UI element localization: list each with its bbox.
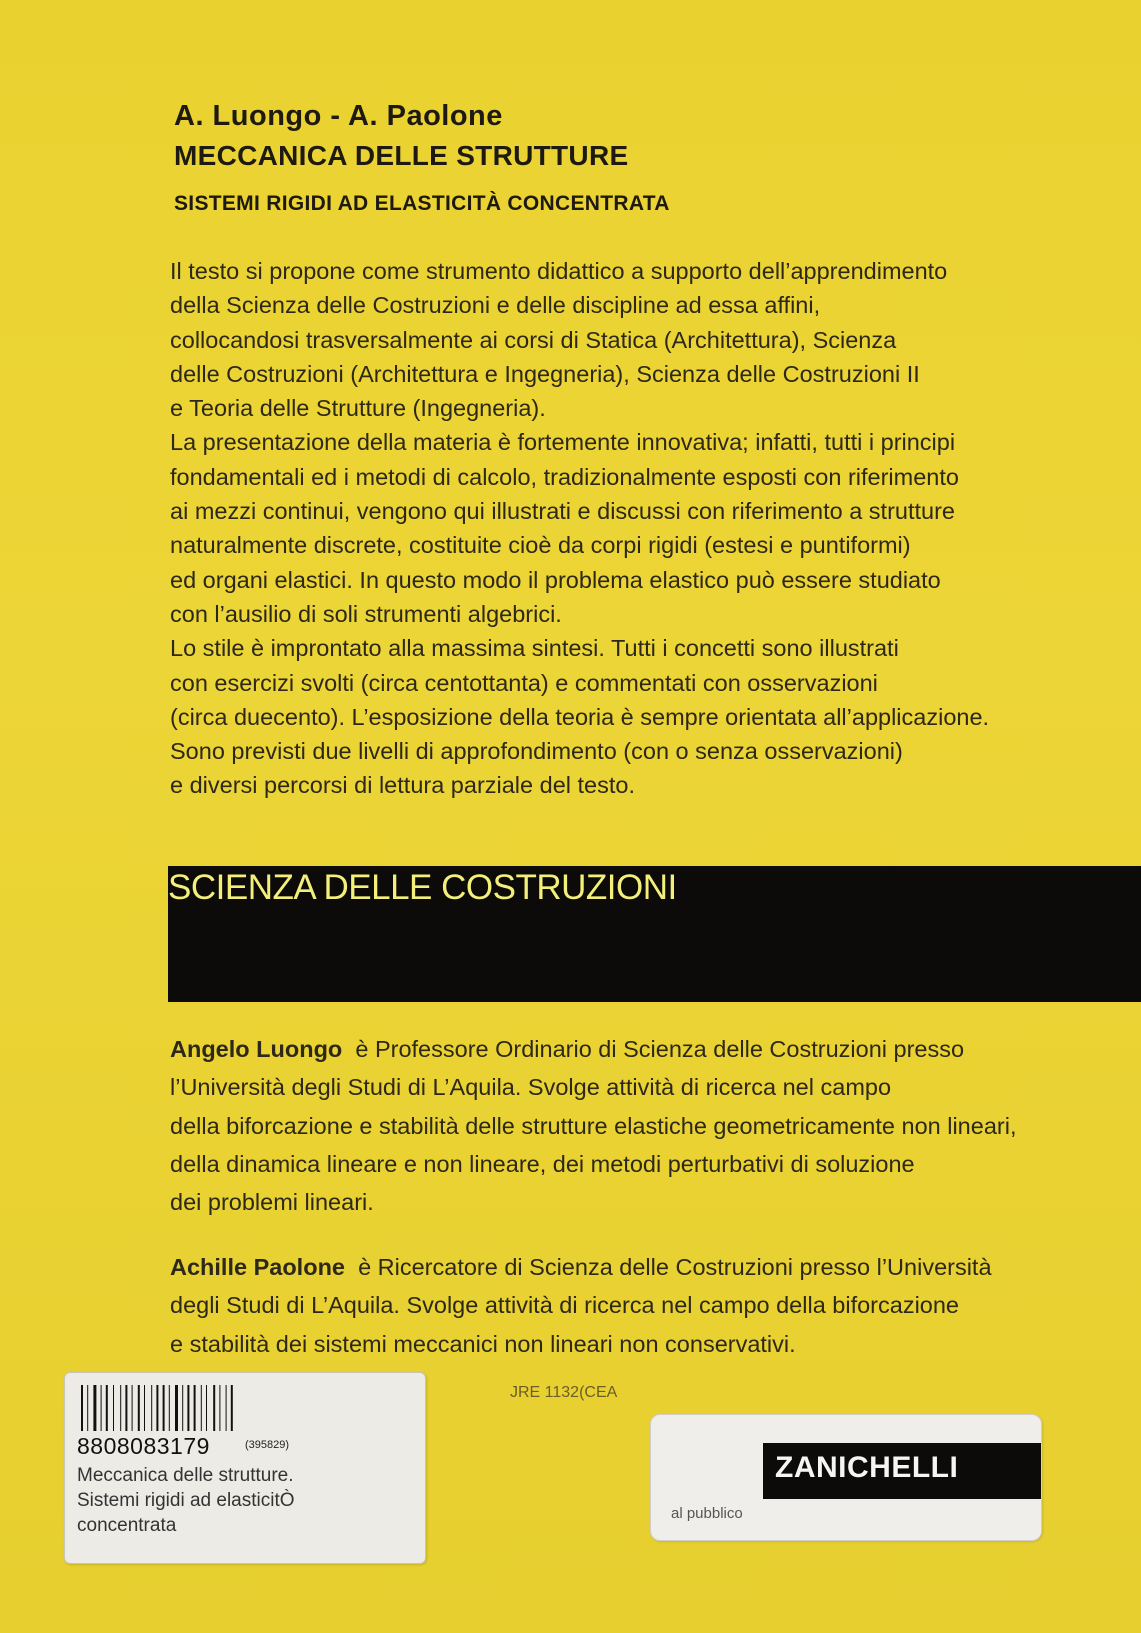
series-label: SCIENZA DELLE COSTRUZIONI bbox=[168, 868, 677, 907]
author-name: Angelo Luongo bbox=[170, 1036, 343, 1062]
description-line: fondamentali ed i metodi di calcolo, tradizionalmente esposti con riferimento bbox=[170, 463, 959, 490]
description-line: e Teoria delle Strutture (Ingegneria). bbox=[170, 395, 546, 422]
tag-note: al pubblico bbox=[671, 1505, 743, 1522]
barcode-bar bbox=[194, 1385, 196, 1431]
barcode-bar bbox=[101, 1385, 102, 1431]
faded-code: JRE 1132(CEA bbox=[510, 1384, 618, 1401]
sticker-title-line: Sistemi rigidi ad elasticitÒ bbox=[77, 1490, 295, 1511]
bio-text: è Ricercatore di Scienza delle Costruzioni presso l’Università bbox=[358, 1254, 992, 1280]
barcode-icon bbox=[79, 1385, 329, 1431]
description-line: con l’ausilio di soli strumenti algebrici. bbox=[170, 600, 562, 627]
bio-first-line bbox=[170, 1248, 1090, 1286]
description-line: collocandosi trasversalmente ai corsi di Statica (Architettura), Scienza bbox=[170, 326, 897, 353]
description-line: delle Costruzioni (Architettura e Ingegneria), Scienza delle Costruzioni II bbox=[170, 360, 920, 387]
author-bio-paolone bbox=[170, 1248, 1090, 1363]
bio-line: e stabilità dei sistemi meccanici non lineari non conservativi. bbox=[170, 1330, 796, 1357]
description-line: e diversi percorsi di lettura parziale del testo. bbox=[170, 772, 635, 799]
barcode-bar bbox=[182, 1385, 183, 1431]
sticker-code: (395829) bbox=[245, 1439, 290, 1451]
barcode-bar bbox=[169, 1385, 170, 1431]
barcode-bar bbox=[125, 1385, 127, 1431]
barcode-bar bbox=[226, 1385, 227, 1431]
book-authors: A. Luongo - A. Paolone bbox=[174, 100, 503, 132]
description-line: (circa duecento). L’esposizione della teoria è sempre orientata all’applicazione. bbox=[170, 703, 990, 730]
description-line: della Scienza delle Costruzioni e delle discipline ad essa affini, bbox=[170, 292, 821, 319]
author-bio-luongo bbox=[170, 1030, 1090, 1221]
bio-text: è Professore Ordinario di Scienza delle Costruzioni presso bbox=[355, 1036, 965, 1062]
sticker-title-line: Meccanica delle strutture. bbox=[77, 1465, 294, 1486]
author-name: Achille Paolone bbox=[170, 1254, 345, 1280]
barcode-bar bbox=[206, 1385, 207, 1431]
barcode-bar bbox=[187, 1385, 189, 1431]
barcode-bar bbox=[132, 1385, 133, 1431]
barcode-bar bbox=[81, 1385, 83, 1431]
book-subtitle: SISTEMI RIGIDI AD ELASTICITÀ CONCENTRATA bbox=[174, 192, 670, 215]
bio-line: dei problemi lineari. bbox=[170, 1189, 374, 1216]
bio-line: della biforcazione e stabilità delle strutture elastiche geometricamente non lineari, bbox=[170, 1112, 1017, 1139]
bio-first-line bbox=[170, 1030, 1090, 1068]
barcode-bar bbox=[138, 1385, 140, 1431]
barcode-bar bbox=[175, 1385, 178, 1431]
book-title: MECCANICA DELLE STRUTTURE bbox=[174, 140, 629, 171]
description-line: con esercizi svolti (circa centottanta) e commentati con osservazioni bbox=[170, 669, 878, 696]
barcode-bar bbox=[106, 1385, 108, 1431]
publisher-tag bbox=[650, 1414, 1042, 1541]
barcode-number: 8808083179 bbox=[77, 1433, 210, 1459]
barcode-bar bbox=[163, 1385, 165, 1431]
sticker-title-line: concentrata bbox=[77, 1515, 177, 1536]
barcode-bar bbox=[93, 1385, 96, 1431]
barcode-bar bbox=[151, 1385, 152, 1431]
bio-line: l’Università degli Studi di L’Aquila. Svolge attività di ricerca nel campo bbox=[170, 1074, 892, 1101]
description-line: La presentazione della materia è fortemente innovativa; infatti, tutti i principi bbox=[170, 429, 956, 456]
description-line: ai mezzi continui, vengono qui illustrati e discussi con riferimento a strutture bbox=[170, 498, 956, 525]
barcode-bar bbox=[144, 1385, 145, 1431]
bio-line: della dinamica lineare e non lineare, dei metodi perturbativi di soluzione bbox=[170, 1150, 915, 1177]
description-line: Sono previsti due livelli di approfondimento (con o senza osservazioni) bbox=[170, 738, 903, 765]
barcode-bar bbox=[113, 1385, 114, 1431]
barcode-bar bbox=[213, 1385, 215, 1431]
book-description bbox=[170, 254, 1090, 803]
description-line: Lo stile è improntato alla massima sintesi. Tutti i concetti sono illustrati bbox=[170, 635, 899, 662]
barcode-bar bbox=[231, 1385, 233, 1431]
barcode-bar bbox=[120, 1385, 121, 1431]
description-line: Il testo si propone come strumento didattico a supporto dell’apprendimento bbox=[170, 258, 948, 284]
barcode-bar bbox=[219, 1385, 220, 1431]
publisher-logo: ZANICHELLI bbox=[775, 1451, 959, 1484]
description-line: ed organi elastici. In questo modo il problema elastico può essere studiato bbox=[170, 566, 941, 593]
description-line: naturalmente discrete, costituite cioè da corpi rigidi (estesi e puntiformi) bbox=[170, 532, 911, 559]
bio-line: degli Studi di L’Aquila. Svolge attività di ricerca nel campo della biforcazione bbox=[170, 1292, 960, 1319]
barcode-bar bbox=[156, 1385, 158, 1431]
barcode-bar bbox=[87, 1385, 88, 1431]
price-sticker bbox=[64, 1372, 426, 1564]
barcode-bar bbox=[201, 1385, 202, 1431]
